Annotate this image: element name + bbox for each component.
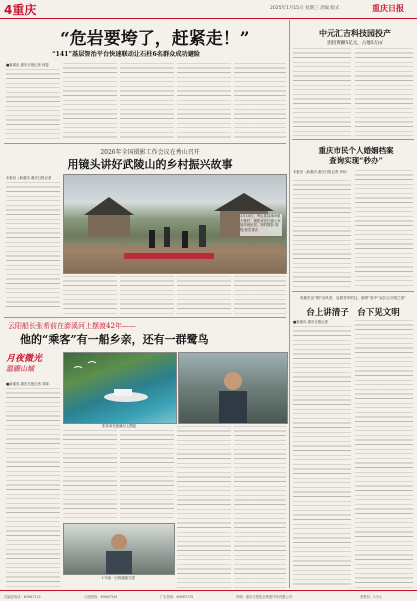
page-footer [0,590,417,601]
right-low-byline: ■新重庆-重庆日报记者 [293,320,328,324]
page-number: 4重庆 [4,3,37,17]
portrait-illustration [64,524,174,574]
bottom-col-5 [234,426,286,588]
right-low-title: 台上讲清子 台下见文明 [306,308,400,318]
right-top-title: 中元汇吉科技园投产 [319,28,391,38]
mid-title: 用镜头讲好武陵山的乡村振兴故事 [67,158,233,171]
lead-col-2 [63,63,117,141]
lead-col-1 [6,69,60,141]
river-caption: 张希前在澎溪河上摆渡 [102,424,136,428]
badge-line-1: 月夜微光 [6,354,43,364]
right-top-col-2 [355,48,413,136]
boatman-illustration [179,353,287,423]
footer-item-4: 印刷：重庆日报报业集团印务有限公司 [236,595,293,599]
footer-item-1: 总编室电话：63907115 [4,595,41,599]
footer-item-5: 零售价：1.5元 [360,595,382,599]
bottom-col-3 [120,430,174,520]
bottom-col-2 [63,430,117,520]
right-low-col-2 [355,320,413,588]
mid-col-2 [63,276,117,314]
right-divider-1 [292,139,414,140]
mid-col-3 [120,276,174,314]
photo-portrait [63,523,175,575]
mid-divider [4,143,286,144]
right-mid-byline: 本报讯（新重庆-重庆日报记者 李珩） [293,170,350,174]
page-header [0,0,417,19]
newspaper-logo: 重庆日报 [372,3,404,13]
right-mid-col-1 [293,180,351,288]
portrait-caption: 十年如一日的渡船守望 [101,576,135,580]
ferry-illustration [64,353,176,423]
lead-subtitle: “141”基层智治平台快速联动让石柱6名群众成功避险 [52,51,201,58]
lead-col-4 [177,63,231,141]
lead-title: “危岩要垮了，赶紧走！” [60,29,250,49]
bottom-byline: ■新重庆-重庆日报记者 刘翠 [6,382,49,386]
footer-item-3: 广告热线：63907175 [160,595,194,599]
photo-boatman [178,352,288,424]
right-top-subtitle: 团投资额5亿元，占地3万㎡ [327,41,383,46]
right-top-col-1 [293,48,351,136]
mid-kicker: 2026年全国摄影工作会议在秀山召开 [100,149,200,156]
right-divider-2 [292,291,414,292]
bottom-col-4 [177,426,231,588]
mid-col-4 [177,276,231,314]
bottom-col-1 [6,388,60,588]
issue-date: 2025年1月15日 星期三 责编 版式 [270,6,340,11]
lead-byline: ■新重庆-重庆日报记者 何春 [6,63,49,67]
bottom-title: 他的“乘客”有一船乡亲，还有一群鹭鸟 [20,333,209,346]
right-low-col-1 [293,326,351,588]
right-mid-title: 重庆市民个人婚姻档案查询实现“秒办” [318,146,394,165]
footer-item-2: 订阅热线：63907345 [84,595,118,599]
mid-col-1 [6,182,60,310]
lead-col-5 [234,63,286,141]
column-divider [289,20,290,588]
badge-line-2: 温暖山城 [6,364,34,373]
lead-col-3 [120,63,174,141]
mid-col-5 [234,276,286,314]
bottom-kicker: 云阳船长张希前在澎溪河上摆渡42年—— [8,322,136,330]
column-badge [6,351,62,381]
photo-river-ferry [63,352,177,424]
photo-caption: 1月14日，秀山县清溪场镇大寨村，摄影家在拍摄土家族传统民居。特约摄影 胡程/视觉重庆 [240,214,282,236]
mid-byline: 本报讯（新重庆-重庆日报记者 [6,176,52,180]
right-low-kicker: 英雄杰出“钢”出风采，启源芳华的社，源拼“泰中”双区合文明之旅” [299,296,407,300]
right-mid-col-2 [355,170,413,288]
bottom-divider [4,317,286,318]
